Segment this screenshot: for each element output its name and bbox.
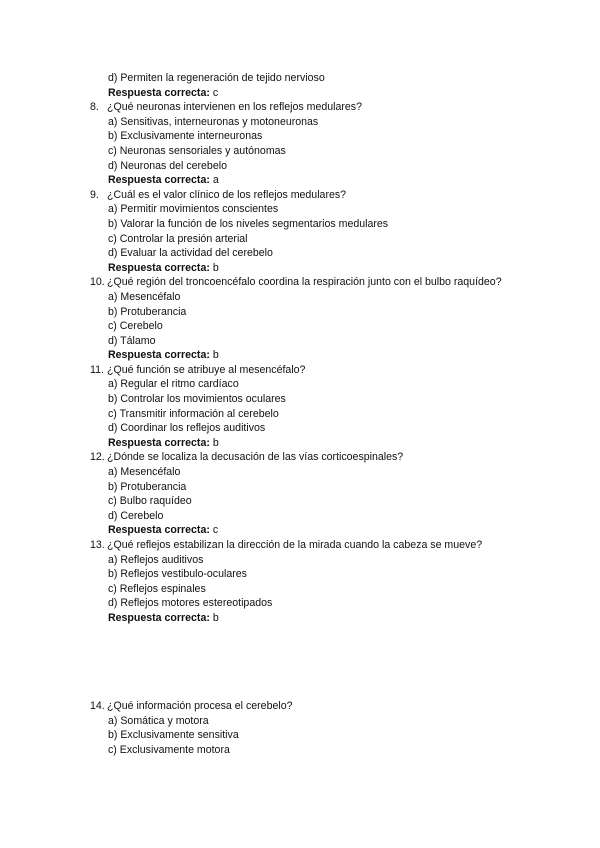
previous-question-tail [0, 71, 600, 100]
answer-line [0, 348, 600, 363]
option-a: a) Mesencéfalo [108, 466, 181, 479]
question-line [0, 275, 600, 290]
answer-label: Respuesta correcta: [108, 436, 210, 449]
option-a: a) Reflejos auditivos [108, 553, 204, 566]
question-line [0, 188, 600, 203]
option-d: d) Permiten la regeneración de tejido nervioso [108, 72, 325, 84]
option-b: b) Exclusivamente interneuronas [108, 130, 263, 143]
option-c: c) Controlar la presión arterial [108, 232, 248, 245]
option-c: c) Exclusivamente motora [108, 743, 230, 756]
question-13 [0, 538, 600, 626]
question-text: ¿Dónde se localiza la decusación de las vías corticoespinales? [107, 451, 404, 464]
option-c: c) Cerebelo [108, 320, 163, 333]
answer-label: Respuesta correcta: [108, 174, 210, 187]
answer-value: b [209, 349, 219, 362]
question-number: 12. [90, 451, 105, 464]
question-text: ¿Qué información procesa el cerebelo? [107, 700, 293, 712]
question-number: 9. [90, 188, 99, 201]
answer-line [0, 523, 600, 538]
questions-list [0, 100, 600, 625]
answer-label: Respuesta correcta: [108, 86, 210, 99]
question-line [0, 450, 600, 465]
question-number: 10. [90, 276, 105, 289]
option-c: c) Bulbo raquídeo [108, 495, 192, 508]
question-8 [0, 100, 600, 188]
question-14 [0, 699, 600, 757]
answer-value: b [209, 436, 219, 449]
answer-label: Respuesta correcta: [108, 611, 210, 624]
option-a: a) Regular el ritmo cardíaco [108, 378, 239, 391]
answer-line [0, 261, 600, 276]
option-b: b) Valorar la función de los niveles segmentarios medulares [108, 217, 389, 230]
question-number: 14. [90, 700, 105, 712]
option-a: a) Mesencéfalo [108, 290, 181, 303]
option-b: b) Protuberancia [108, 305, 187, 318]
answer-label: Respuesta correcta: [108, 349, 210, 362]
option-b: b) Reflejos vestibulo-oculares [108, 568, 247, 581]
question-11 [0, 363, 600, 451]
question-text: ¿Qué reflejos estabilizan la dirección de la mirada cuando la cabeza se mueve? [107, 539, 483, 551]
option-c: c) Neuronas sensoriales y autónomas [108, 144, 286, 157]
answer-value: b [209, 261, 219, 274]
answer-line [0, 611, 600, 626]
question-line [0, 363, 600, 378]
option-b: b) Exclusivamente sensitiva [108, 729, 239, 742]
question-number: 8. [90, 101, 99, 114]
answer-value: c [209, 524, 219, 537]
question-number: 11. [90, 363, 104, 376]
question-text: ¿Cuál es el valor clínico de los reflejos medulares? [107, 188, 347, 201]
option-a: a) Somática y motora [108, 714, 209, 727]
answer-line [0, 86, 600, 101]
question-number: 13. [90, 539, 105, 551]
option-d: d) Coordinar los reflejos auditivos [108, 422, 266, 435]
option-d: d) Cerebelo [108, 509, 164, 522]
option-a: a) Sensitivas, interneuronas y motoneuronas [108, 115, 319, 128]
option-b: b) Protuberancia [108, 480, 187, 493]
option-a: a) Permitir movimientos conscientes [108, 203, 279, 216]
option-b: b) Controlar los movimientos oculares [108, 393, 286, 406]
option-c: c) Reflejos espinales [108, 582, 206, 595]
question-10 [0, 275, 600, 363]
question-text: ¿Qué función se atribuye al mesencéfalo? [107, 363, 306, 376]
question-line [0, 699, 600, 714]
answer-line [0, 173, 600, 188]
question-12 [0, 450, 600, 538]
answer-line [0, 436, 600, 451]
answer-label: Respuesta correcta: [108, 261, 210, 274]
answer-value: a [209, 174, 219, 187]
question-text: ¿Qué neuronas intervienen en los reflejos medulares? [107, 101, 362, 114]
answer-value: b [209, 611, 219, 624]
option-d: d) Evaluar la actividad del cerebelo [108, 247, 273, 260]
question-line [0, 538, 600, 553]
answer-value: c [209, 86, 219, 99]
question-9 [0, 188, 600, 276]
option-d: d) Neuronas del cerebelo [108, 159, 227, 172]
answer-label: Respuesta correcta: [108, 524, 210, 537]
question-line [0, 100, 600, 115]
option-c: c) Transmitir información al cerebelo [108, 407, 279, 420]
question-text: ¿Qué región del troncoencéfalo coordina la respiración junto con el bulbo raquídeo? [107, 276, 502, 289]
option-d: d) Tálamo [108, 334, 156, 347]
option-d: d) Reflejos motores estereotipados [108, 597, 273, 610]
